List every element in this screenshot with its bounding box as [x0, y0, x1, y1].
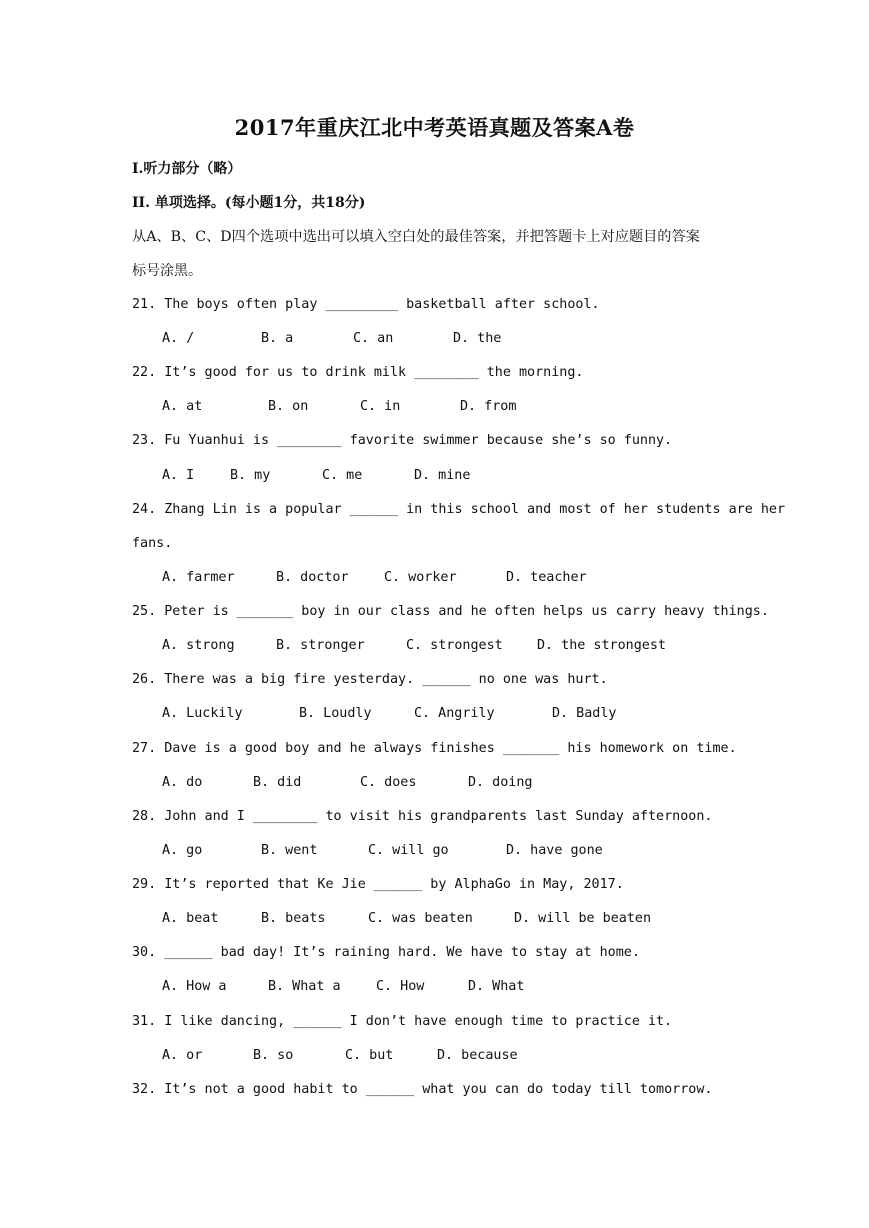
option-30-d: D. What: [468, 979, 525, 994]
option-28-c: C. will go: [368, 843, 449, 858]
option-25-d: D. the strongest: [537, 638, 666, 653]
option-31-b: B. so: [253, 1048, 294, 1063]
option-31-c: C. but: [345, 1048, 394, 1063]
option-25-b: B. stronger: [276, 638, 365, 653]
question-26: 26. There was a big fire yesterday. ______ no one was hurt.: [132, 672, 608, 687]
option-29-a: A. beat: [162, 911, 219, 926]
page-title: 2017年重庆江北中考英语真题及答案A卷: [234, 115, 635, 140]
question-23: 23. Fu Yuanhui is ________ favorite swimmer because she’s so funny.: [132, 433, 673, 448]
option-24-b: B. doctor: [276, 570, 349, 585]
option-30-b: B. What a: [268, 979, 341, 994]
option-29-c: C. was beaten: [368, 911, 473, 926]
option-30-a: A. How a: [162, 979, 227, 994]
option-22-a: A. at: [162, 399, 203, 414]
option-25-a: A. strong: [162, 638, 235, 653]
option-21-a: A. /: [162, 331, 195, 346]
question-22: 22. It’s good for us to drink milk ________ the morning.: [132, 365, 584, 380]
option-21-c: C. an: [353, 331, 394, 346]
option-21-b: B. a: [261, 331, 294, 346]
option-27-d: D. doing: [468, 775, 533, 790]
option-24-d: D. teacher: [506, 570, 587, 585]
option-22-d: D. from: [460, 399, 517, 414]
question-28: 28. John and I ________ to visit his grandparents last Sunday afternoon.: [132, 809, 713, 824]
option-29-d: D. will be beaten: [514, 911, 652, 926]
option-27-b: B. did: [253, 775, 302, 790]
question-29: 29. It’s reported that Ke Jie ______ by AlphaGo in May, 2017.: [132, 877, 624, 892]
option-29-b: B. beats: [261, 911, 326, 926]
option-27-c: C. does: [360, 775, 417, 790]
option-26-b: B. Loudly: [299, 706, 372, 721]
question-21: 21. The boys often play _________ basketball after school.: [132, 297, 600, 312]
question-32: 32. It’s not a good habit to ______ what you can do today till tomorrow.: [132, 1082, 713, 1097]
option-24-c: C. worker: [384, 570, 457, 585]
question-30: 30. ______ bad day! It’s raining hard. We have to stay at home.: [132, 945, 640, 960]
question-25: 25. Peter is _______ boy in our class and he often helps us carry heavy things.: [132, 604, 769, 619]
question-27: 27. Dave is a good boy and he always finishes _______ his homework on time.: [132, 741, 737, 756]
option-26-a: A. Luckily: [162, 706, 243, 721]
option-31-d: D. because: [437, 1048, 518, 1063]
question-24-continued: fans.: [132, 536, 173, 551]
question-31: 31. I like dancing, ______ I don’t have enough time to practice it.: [132, 1014, 673, 1029]
section-listening: I.听力部分（略）: [132, 161, 242, 177]
option-22-b: B. on: [268, 399, 309, 414]
option-31-a: A. or: [162, 1048, 203, 1063]
question-24: 24. Zhang Lin is a popular ______ in this school and most of her students are her: [132, 502, 786, 517]
option-26-c: C. Angrily: [414, 706, 495, 721]
option-27-a: A. do: [162, 775, 203, 790]
option-23-c: C. me: [322, 468, 363, 483]
option-26-d: D. Badly: [552, 706, 617, 721]
instruction-line-1: 从A、B、C、D四个选项中选出可以填入空白处的最佳答案，并把答题卡上对应题目的答案: [132, 229, 700, 245]
option-28-d: D. have gone: [506, 843, 603, 858]
option-23-d: D. mine: [414, 468, 471, 483]
option-23-b: B. my: [230, 468, 271, 483]
option-22-c: C. in: [360, 399, 401, 414]
option-24-a: A. farmer: [162, 570, 235, 585]
instruction-line-2: 标号涂黑。: [132, 263, 202, 279]
option-30-c: C. How: [376, 979, 425, 994]
option-23-a: A. I: [162, 468, 195, 483]
option-25-c: C. strongest: [406, 638, 503, 653]
section-single-choice: II. 单项选择。(每小题1分，共18分): [132, 195, 366, 211]
option-28-b: B. went: [261, 843, 318, 858]
option-28-a: A. go: [162, 843, 203, 858]
option-21-d: D. the: [453, 331, 502, 346]
